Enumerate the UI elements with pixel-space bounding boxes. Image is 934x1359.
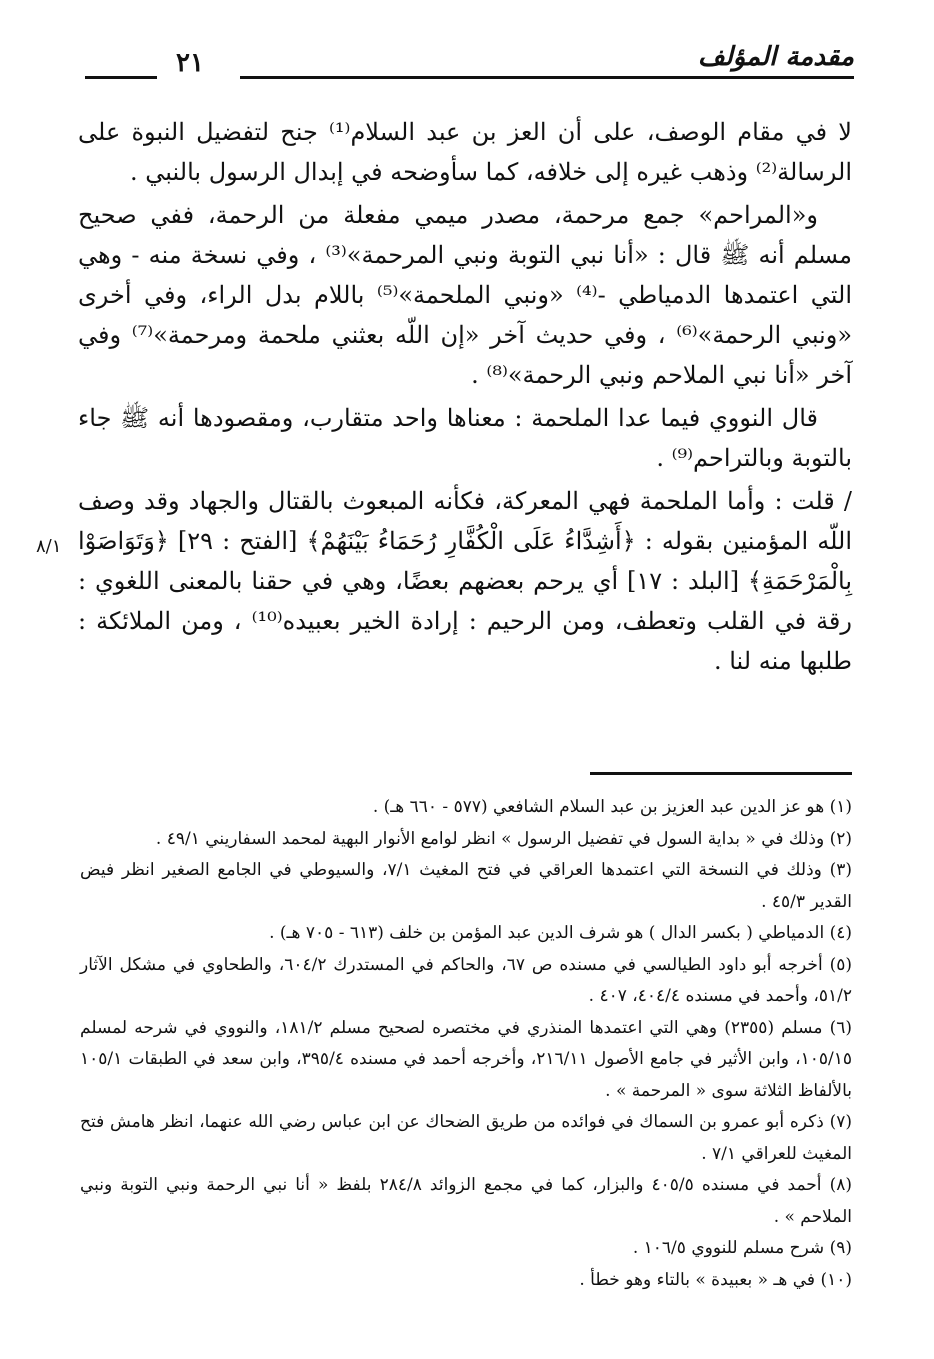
footnote: (٧) ذكره أبو عمرو بن السماك في فوائده من طريق الضحاك عن ابن عباس رضي الله عنهما، انظر هامش فتح المغيث للعراقي ٧/١ . xyxy=(80,1112,852,1164)
footnote: (١) هو عز الدين عبد العزيز بن عبد السلام الشافعي (٥٧٧ - ٦٦٠ هـ) . xyxy=(372,797,852,817)
paragraph: قال النووي فيما عدا الملحمة : معناها واحد متقارب، ومقصودها أنه ﷺ جاء بالتوبة وبالتراحم⁽⁹⁾ . xyxy=(78,404,852,472)
footnotes xyxy=(80,792,852,1296)
paragraph: / قلت : وأما الملحمة فهي المعركة، فكأنه المبعوث بالقتال والجهاد وقد وصف اللّه المؤمنين بقوله : ﴿أَشِدَّاءُ عَلَى الْكُفَّارِ رُحَمَاءُ بَيْنَهُمْ﴾ [الفتح : ٢٩] ﴿وَتَوَاصَوْا بِالْمَرْحَمَةِ﴾ [البلد : ١٧] أي يرحم بعضهم بعضًا، وهي في حقنا بالمعنى اللغوي : رقة في القلب وتعطف، ومن الرحيم : إرادة الخير بعبيده⁽¹⁰⁾ ، ومن الملائكة : طلبها منه لنا . xyxy=(78,487,852,675)
footnote: (١٠) في هـ « بعبيدة » بالتاء وهو خطأ . xyxy=(579,1269,852,1290)
paragraph: و«المراحم» جمع مرحمة، مصدر ميمي مفعلة من الرحمة، ففي صحيح مسلم أنه ﷺ قال : «أنا نبي التوبة ونبي المرحمة»⁽³⁾ ، وفي نسخة منه - وهي التي اعتمدها الدمياطي -⁽⁴⁾ «ونبي الملحمة»⁽⁵⁾ باللام بدل الراء، وفي أخرى «ونبي الرحمة»⁽⁶⁾ ، وفي حديث آخر «إن اللّه بعثني ملحمة ومرحمة»⁽⁷⁾ وفي آخر «أنا نبي الملاحم ونبي الرحمة»⁽⁸⁾ . xyxy=(78,201,853,389)
footnote: (٨) أحمد في مسنده ٤٠٥/٥ والبزار، كما في مجمع الزوائد ٢٨٤/٨ بلفظ « أنا نبي الرحمة ونبي التوبة ونبي الملاحم » . xyxy=(80,1175,852,1227)
footnote: (٦) مسلم (٢٣٥٥) وهي التي اعتمدها المنذري في مختصره لصحيح مسلم ١٨١/٢، والنووي في شرحه لمسلم ١٠٥/١٥، وابن الأثير في جامع الأصول ٢١٦/١١، وأخرجه أحمد في مسنده ٣٩٥/٤، وابن سعد في الطبقات ١٠٥/١ بالألفاظ الثلاثة سوى « المرحمة » . xyxy=(80,1017,852,1101)
page-header xyxy=(80,42,854,92)
footnote: (٤) الدمياطي ( بكسر الدال ) هو شرف الدين عبد المؤمن بن خلف (٦١٣ - ٧٠٥ هـ) . xyxy=(269,923,852,943)
header-rule xyxy=(240,76,854,79)
paragraph: لا في مقام الوصف، على أن العز بن عبد السلام⁽¹⁾ جنح لتفضيل النبوة على الرسالة⁽²⁾ وذهب غيره إلى خلافه، كما سأوضحه في إبدال الرسول بالنبي . xyxy=(78,118,852,186)
footnote: (٩) شرح مسلم للنووي ١٠٦/٥ . xyxy=(632,1238,852,1258)
header-rule xyxy=(85,76,157,79)
footnote: (٥) أخرجه أبو داود الطيالسي في مسنده ص ٦٧، والحاكم في المستدرك ٦٠٤/٢، والطحاوي في مشكل الآثار ٥١/٢، وأحمد في مسنده ٤٠٤/٤، ٤٠٧ . xyxy=(80,954,852,1006)
chapter-title: مقدمة المؤلف xyxy=(697,42,854,72)
page-number: ٢١ xyxy=(176,48,204,78)
margin-reference: ٨/١ xyxy=(36,536,62,557)
main-text xyxy=(78,112,852,684)
footnote-separator xyxy=(590,772,852,775)
footnote: (٣) وذلك في النسخة التي اعتمدها العراقي في فتح المغيث ٧/١، والسيوطي في الجامع الصغير انظر فيض القدير ٤٥/٣ . xyxy=(80,860,852,912)
footnote: (٢) وذلك في « بداية السول في تفضيل الرسول » انظر لوامع الأنوار البهية لمحمد السفاريني ٤٩/١ . xyxy=(155,828,852,849)
